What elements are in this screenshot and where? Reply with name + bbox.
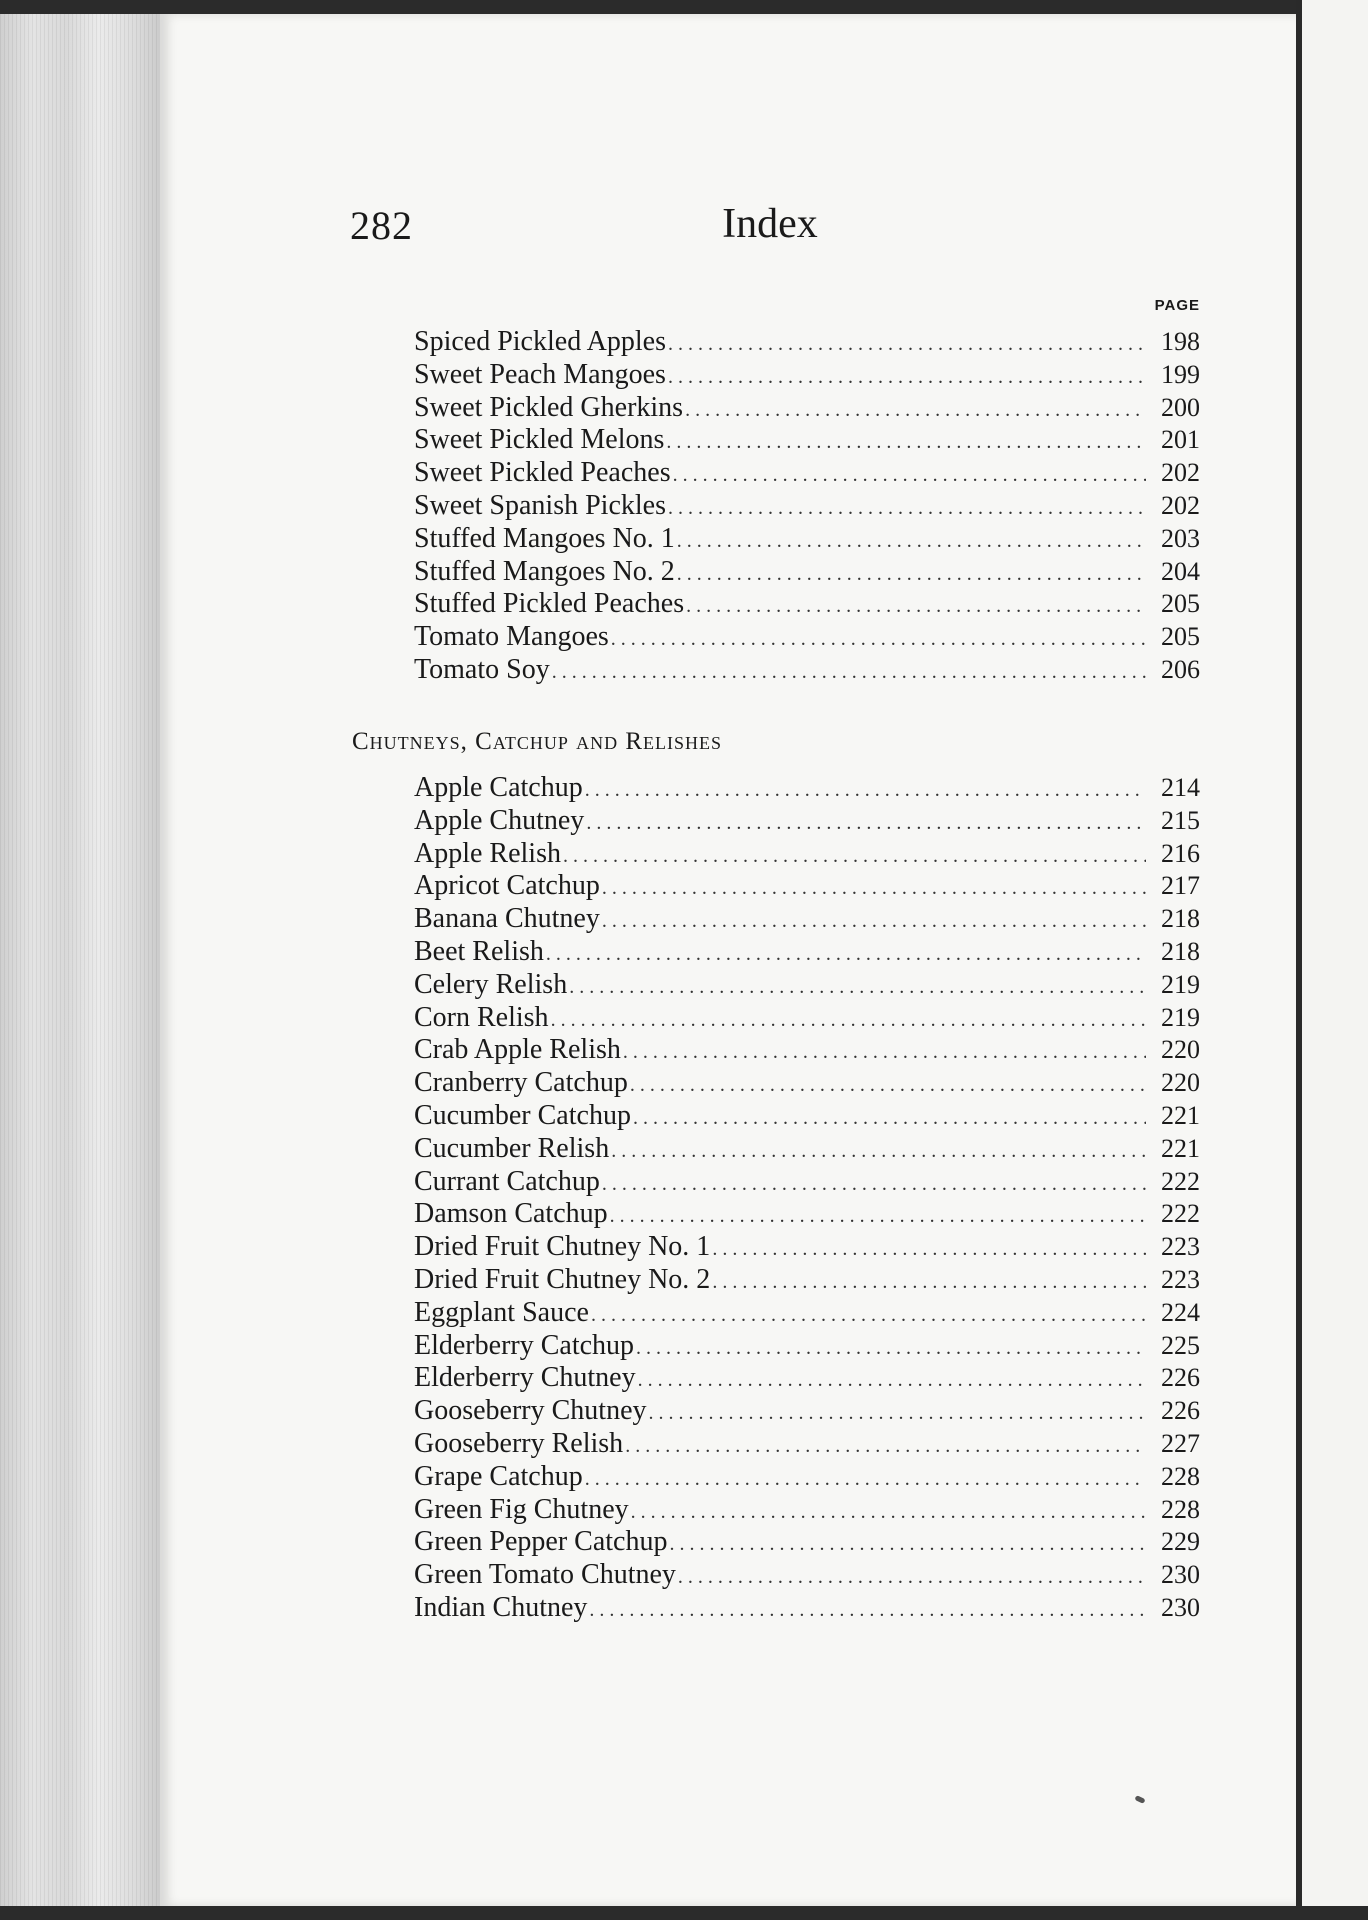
index-entry (414, 1461, 1200, 1494)
entry-page-number: 230 (1161, 1560, 1200, 1590)
entry-page-number: 219 (1161, 1002, 1200, 1032)
entry-page-number: 217 (1161, 871, 1200, 901)
index-entry (414, 326, 1200, 359)
dot-leader (712, 1271, 1146, 1294)
entry-name: Eggplant Sauce (414, 1296, 589, 1328)
dot-leader (631, 1501, 1146, 1524)
index-entry (414, 1034, 1200, 1067)
entry-page-number: 202 (1161, 458, 1200, 488)
entry-name: Sweet Peach Mangoes (414, 358, 666, 390)
index-entry (414, 424, 1200, 457)
entry-page-number: 199 (1161, 359, 1200, 389)
index-entry (414, 772, 1200, 805)
entry-name: Elderberry Catchup (414, 1329, 635, 1361)
entry-name: Spiced Pickled Apples (414, 326, 666, 357)
dot-leader (666, 431, 1146, 454)
entry-name: Tomato Mangoes (414, 621, 609, 653)
entry-page-number: 214 (1161, 773, 1200, 802)
entry-name: Apple Chutney (414, 804, 585, 836)
entry-page-number: 225 (1161, 1330, 1200, 1360)
index-entry (414, 1428, 1200, 1461)
entry-page-number: 230 (1161, 1592, 1200, 1622)
dot-leader (591, 1304, 1146, 1327)
dot-leader (585, 1468, 1146, 1491)
entry-page-number: 202 (1161, 490, 1200, 520)
entry-page-number: 215 (1161, 805, 1200, 835)
index-entry (414, 1297, 1200, 1330)
entry-name: Apple Catchup (414, 772, 583, 803)
entry-page-number: 204 (1161, 556, 1200, 586)
dot-leader (669, 1533, 1146, 1556)
scan-border-bottom (0, 1906, 1368, 1920)
entry-page-number: 205 (1161, 589, 1200, 619)
entry-page-number: 228 (1161, 1461, 1200, 1491)
index-entry (414, 1002, 1200, 1035)
dot-leader (586, 812, 1146, 835)
entry-name: Sweet Pickled Melons (414, 424, 665, 456)
entry-name: Crab Apple Relish (414, 1034, 621, 1066)
entry-name: Indian Chutney (414, 1591, 588, 1623)
dot-leader (585, 779, 1146, 802)
running-head (350, 200, 1190, 260)
dot-leader (668, 366, 1146, 389)
index-entry (414, 490, 1200, 523)
page-number: 282 (350, 203, 413, 248)
dot-leader (610, 1205, 1146, 1228)
entry-page-number: 200 (1161, 392, 1200, 422)
entry-page-number: 218 (1161, 904, 1200, 934)
dot-leader (552, 661, 1146, 684)
index-list-pickles (414, 326, 1200, 687)
index-entry (414, 1362, 1200, 1395)
entry-page-number: 218 (1161, 936, 1200, 966)
dot-leader (673, 464, 1146, 487)
entry-page-number: 216 (1161, 838, 1200, 868)
entry-name: Green Pepper Catchup (414, 1526, 668, 1558)
entry-page-number: 198 (1161, 327, 1200, 356)
entry-name: Corn Relish (414, 1001, 549, 1033)
index-entry (414, 392, 1200, 425)
entry-name: Gooseberry Relish (414, 1427, 624, 1459)
entry-page-number: 226 (1161, 1396, 1200, 1426)
index-entry (414, 588, 1200, 621)
scan-border-top (0, 0, 1368, 14)
dot-leader (625, 1435, 1146, 1458)
page-title: Index (722, 201, 818, 247)
entry-page-number: 228 (1161, 1494, 1200, 1524)
entry-name: Cucumber Relish (414, 1132, 610, 1164)
entry-name: Cranberry Catchup (414, 1067, 628, 1099)
dot-leader (602, 1173, 1146, 1196)
dot-leader (677, 563, 1146, 586)
index-entry (414, 805, 1200, 838)
entry-page-number: 223 (1161, 1232, 1200, 1262)
entry-name: Cucumber Catchup (414, 1099, 631, 1131)
dot-leader (569, 976, 1146, 999)
entry-page-number: 220 (1161, 1035, 1200, 1065)
entry-name: Grape Catchup (414, 1460, 583, 1492)
dot-leader (611, 1140, 1146, 1163)
index-entry (414, 936, 1200, 969)
entry-page-number: 222 (1161, 1199, 1200, 1229)
dot-leader (623, 1041, 1146, 1064)
dot-leader (668, 333, 1146, 356)
dot-leader (611, 628, 1146, 651)
entry-page-number: 203 (1161, 523, 1200, 553)
entry-name: Sweet Spanish Pickles (414, 489, 666, 521)
dot-leader (712, 1238, 1146, 1261)
index-entry (414, 556, 1200, 589)
entry-name: Stuffed Pickled Peaches (414, 588, 685, 620)
index-entry (414, 870, 1200, 903)
dot-leader (638, 1369, 1146, 1392)
entry-name: Banana Chutney (414, 903, 600, 935)
entry-name: Beet Relish (414, 935, 544, 967)
index-entry (414, 523, 1200, 556)
index-entry (414, 1330, 1200, 1363)
dot-leader (677, 530, 1146, 553)
entry-name: Apple Relish (414, 837, 561, 869)
dot-leader (678, 1566, 1146, 1589)
index-entry (414, 1592, 1200, 1625)
entry-name: Damson Catchup (414, 1198, 608, 1230)
entry-page-number: 221 (1161, 1100, 1200, 1130)
index-entry (414, 621, 1200, 654)
entry-name: Gooseberry Chutney (414, 1395, 647, 1427)
dot-leader (649, 1402, 1146, 1425)
dot-leader (602, 877, 1146, 900)
index-entry (414, 903, 1200, 936)
index-entry (414, 1067, 1200, 1100)
index-entry (414, 457, 1200, 490)
entry-page-number: 221 (1161, 1133, 1200, 1163)
entry-name: Dried Fruit Chutney No. 1 (414, 1231, 711, 1263)
entry-name: Currant Catchup (414, 1165, 600, 1197)
entry-page-number: 201 (1161, 425, 1200, 455)
dot-leader (630, 1074, 1146, 1097)
page-column-label: PAGE (1154, 297, 1200, 314)
dot-leader (633, 1107, 1146, 1130)
index-entry (414, 1526, 1200, 1559)
entry-page-number: 223 (1161, 1264, 1200, 1294)
index-entry (414, 1166, 1200, 1199)
index-entry (414, 1198, 1200, 1231)
entry-page-number: 222 (1161, 1166, 1200, 1196)
book-page-edges (0, 14, 165, 1906)
index-list-chutneys (414, 772, 1200, 1625)
entry-name: Green Fig Chutney (414, 1493, 629, 1525)
index-entry (414, 1133, 1200, 1166)
index-entry (414, 1231, 1200, 1264)
entry-page-number: 224 (1161, 1297, 1200, 1327)
index-entry (414, 838, 1200, 871)
entry-page-number: 206 (1161, 654, 1200, 684)
entry-name: Sweet Pickled Gherkins (414, 391, 684, 423)
entry-name: Sweet Pickled Peaches (414, 457, 671, 489)
entry-page-number: 226 (1161, 1363, 1200, 1393)
entry-name: Tomato Soy (414, 653, 550, 685)
dot-leader (685, 399, 1146, 422)
dot-leader (589, 1599, 1146, 1622)
dot-leader (546, 943, 1146, 966)
entry-name: Celery Relish (414, 968, 568, 1000)
entry-page-number: 227 (1161, 1428, 1200, 1458)
dot-leader (563, 845, 1146, 868)
index-entry (414, 359, 1200, 392)
index-entry (414, 969, 1200, 1002)
entry-name: Apricot Catchup (414, 870, 600, 902)
index-entry (414, 1559, 1200, 1592)
entry-name: Green Tomato Chutney (414, 1559, 676, 1591)
facing-page-edge (1296, 0, 1368, 1920)
index-entry (414, 654, 1200, 687)
entry-name: Elderberry Chutney (414, 1362, 636, 1394)
entry-page-number: 220 (1161, 1068, 1200, 1098)
dot-leader (668, 497, 1146, 520)
dot-leader (686, 595, 1146, 618)
index-entry (414, 1395, 1200, 1428)
dot-leader (602, 910, 1146, 933)
index-entry (414, 1100, 1200, 1133)
entry-name: Stuffed Mangoes No. 2 (414, 555, 675, 587)
entry-name: Dried Fruit Chutney No. 2 (414, 1263, 711, 1295)
dot-leader (551, 1009, 1146, 1032)
index-entry (414, 1494, 1200, 1527)
section-heading: Chutneys, Catchup and Relishes (352, 728, 723, 755)
entry-page-number: 229 (1161, 1527, 1200, 1557)
entry-page-number: 205 (1161, 622, 1200, 652)
entry-page-number: 219 (1161, 969, 1200, 999)
dot-leader (636, 1337, 1146, 1360)
index-entry (414, 1264, 1200, 1297)
entry-name: Stuffed Mangoes No. 1 (414, 522, 675, 554)
